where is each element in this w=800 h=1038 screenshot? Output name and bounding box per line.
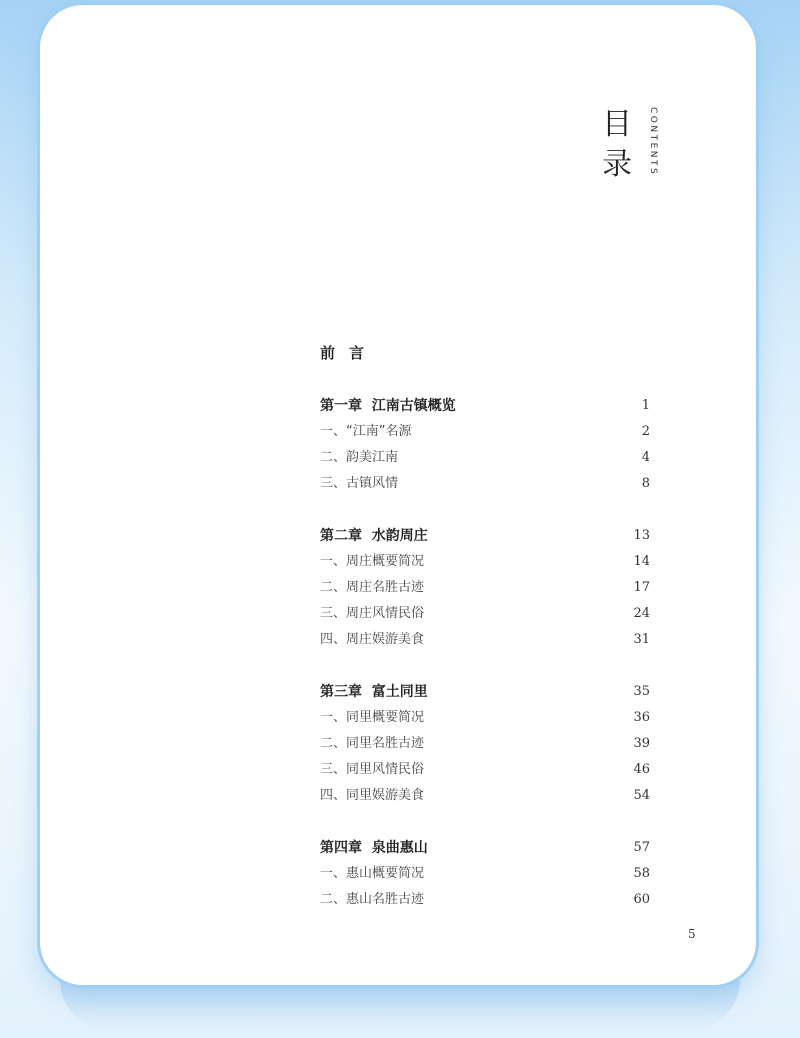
chapter-title: 第四章 泉曲惠山	[320, 840, 428, 856]
toc-section-row[interactable]	[320, 705, 650, 731]
page-ref: 24	[633, 606, 650, 621]
chapter-2	[320, 523, 650, 653]
page-ref: 1	[641, 398, 650, 413]
page-ref: 39	[633, 736, 650, 751]
toc-section-row[interactable]	[320, 627, 650, 653]
chapter-4	[320, 835, 650, 913]
page-ref: 36	[633, 710, 650, 725]
toc-section-row[interactable]	[320, 575, 650, 601]
toc-section-row[interactable]	[320, 783, 650, 809]
section-title: 二、周庄名胜古迹	[320, 580, 425, 595]
toc-section-row[interactable]	[320, 861, 650, 887]
chapter-title: 第二章 水韵周庄	[320, 528, 428, 544]
section-title: 一、周庄概要简况	[320, 554, 425, 569]
page-ref: 4	[641, 450, 650, 465]
page-ref: 35	[633, 684, 650, 699]
page-ref: 46	[633, 762, 650, 777]
section-title: 一、“江南”名源	[320, 424, 412, 439]
toc-section-row[interactable]	[320, 601, 650, 627]
page-ref: 60	[633, 892, 650, 907]
toc-section-row[interactable]	[320, 757, 650, 783]
section-title: 二、惠山名胜古迹	[320, 892, 425, 907]
preface-entry[interactable]: 前言	[320, 344, 379, 362]
section-title: 一、惠山概要简况	[320, 866, 425, 881]
page-number: 5	[688, 927, 696, 941]
page-ref: 8	[641, 476, 650, 491]
toc-section-row[interactable]	[320, 549, 650, 575]
toc-section-row[interactable]	[320, 445, 650, 471]
section-title: 二、同里名胜古迹	[320, 736, 425, 751]
chapter-title: 第一章 江南古镇概览	[320, 398, 456, 414]
contents-title-char-2: 录	[602, 147, 632, 182]
toc-section-row[interactable]	[320, 471, 650, 497]
section-title: 四、周庄娱游美食	[320, 632, 425, 647]
chapter-title: 第三章 富土同里	[320, 684, 428, 700]
section-title: 一、同里概要简况	[320, 710, 425, 725]
document-page	[37, 2, 759, 988]
page-ref: 17	[633, 580, 650, 595]
page-ref: 58	[633, 866, 650, 881]
contents-title-char-1: 目	[602, 107, 632, 142]
contents-heading	[600, 105, 660, 195]
section-title: 三、周庄风情民俗	[320, 606, 425, 621]
page-ref: 14	[633, 554, 650, 569]
page-ref: 31	[633, 632, 650, 647]
contents-subtitle: CONTENTS	[648, 107, 658, 177]
page-ref: 13	[633, 528, 650, 543]
section-title: 四、同里娱游美食	[320, 788, 425, 803]
chapter-4-title-row[interactable]	[320, 835, 650, 861]
toc-section-row[interactable]	[320, 419, 650, 445]
page-ref: 57	[633, 840, 650, 855]
section-title: 二、韵美江南	[320, 450, 399, 465]
toc-section-row[interactable]	[320, 887, 650, 913]
toc-section-row[interactable]	[320, 731, 650, 757]
page-ref: 2	[641, 424, 650, 439]
chapter-1	[320, 393, 650, 497]
chapter-1-title-row[interactable]	[320, 393, 650, 419]
chapter-3	[320, 679, 650, 809]
chapter-3-title-row[interactable]	[320, 679, 650, 705]
page-ref: 54	[633, 788, 650, 803]
section-title: 三、同里风情民俗	[320, 762, 425, 777]
table-of-contents	[320, 341, 650, 939]
chapter-2-title-row[interactable]	[320, 523, 650, 549]
contents-title	[600, 105, 634, 185]
section-title: 三、古镇风情	[320, 476, 399, 491]
